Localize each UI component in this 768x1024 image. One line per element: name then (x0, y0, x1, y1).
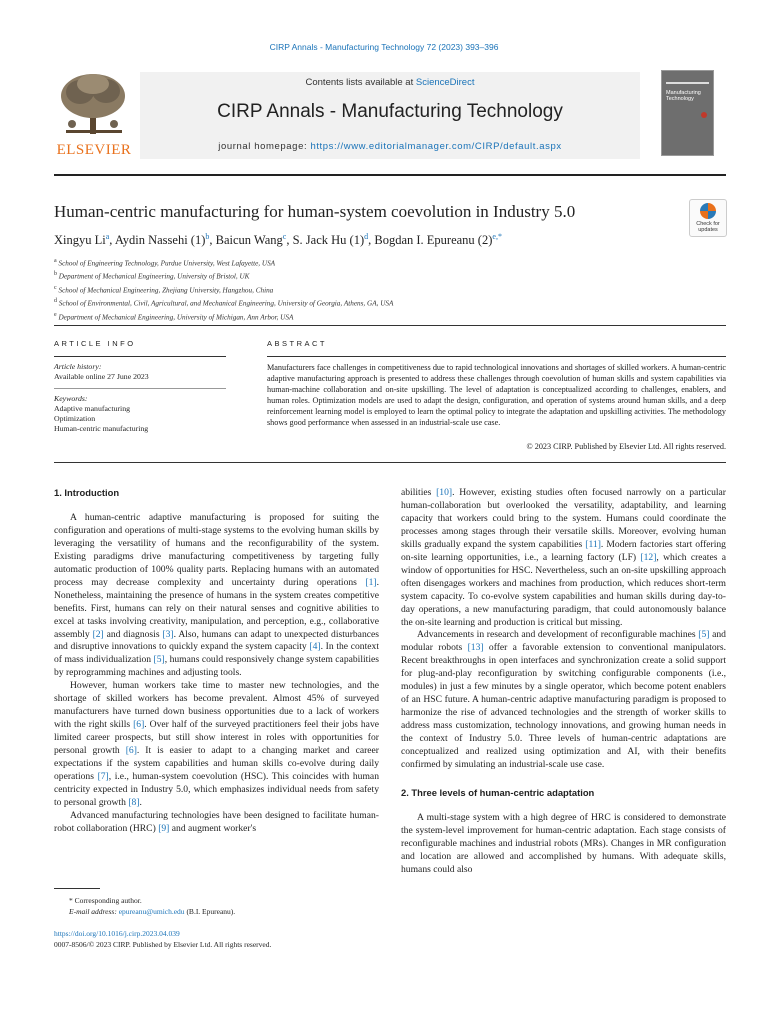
email-note: E-mail address: epureanu@umich.edu (B.I. Epureanu). (69, 907, 236, 916)
check-for-updates-badge[interactable]: Check for updates (689, 199, 727, 237)
abstract-rule (267, 356, 726, 357)
citation-reference-link[interactable]: [6] (133, 719, 145, 731)
citation-reference-link[interactable]: [6] (125, 745, 137, 757)
section-heading-three-levels: 2. Three levels of human-centric adaptation (401, 786, 595, 798)
sciencedirect-link[interactable]: ScienceDirect (415, 77, 475, 88)
elsevier-tree-icon (56, 72, 132, 140)
journal-masthead (140, 72, 640, 159)
body-left-column (54, 487, 379, 836)
footnotes (54, 895, 384, 917)
abstract-heading: ABSTRACT (267, 339, 328, 348)
citation-reference-link[interactable]: [8] (128, 796, 140, 808)
citation-reference-link[interactable]: [5] (153, 654, 165, 666)
affiliation-list (54, 256, 704, 323)
citation-reference-link[interactable]: [10] (436, 487, 453, 498)
article-title: Human-centric manufacturing for human-system coevolution in Industry 5.0 (54, 202, 576, 221)
abstract-bottom-rule (54, 462, 726, 463)
citation-reference-link[interactable]: [11] (585, 538, 601, 550)
section-heading-introduction: 1. Introduction (54, 487, 120, 498)
elsevier-logo[interactable] (54, 72, 134, 158)
contents-line: Contents lists available at ScienceDirect (305, 77, 475, 88)
citation-reference-link[interactable]: [2] (92, 628, 104, 640)
body-paragraph: A human-centric adaptive manufacturing is proposed for suiting the configuration and operations of multi-stage systems to the evolving human skills by leveraging the versatility of humans and the reconfigurability of the system. Existing paradigms drive manufacturing competitiveness by targeting fully automatic production of 100% quality parts. Replacing humans with an automated process may decrease complexity and uncertainty during operations [1]. Nonetheless, maintaining the presence of humans in the system creates competitive benefits. First, humans can rely on their natural senses and cognitive abilities to excel at tasks involving creativity, manipulation, and perception, e.g., collaborative assembly [2] and diagnosis [3]. Also, humans can adapt to unexpected disturbances and disruptive innovations to quickly expand the system capacity [4]. In the context of mass individualization [5], humans could responsively change system capabilities by reprogramming machines and adjusting tools. (54, 511, 379, 679)
journal-header (54, 72, 714, 158)
citation-reference-link[interactable]: [13] (467, 642, 484, 654)
article-history: Article history: Available online 27 June 2023 (54, 362, 149, 381)
journal-title: CIRP Annals - Manufacturing Technology (217, 101, 563, 122)
affiliation: $^b$ Department of Mechanical Engineering, University of Bristol, UK (54, 271, 250, 281)
header-divider (54, 174, 726, 176)
affiliation: $^c$ School of Mechanical Engineering, Zhejiang University, Hangzhou, China (54, 284, 274, 295)
affiliations-divider (54, 325, 726, 326)
article-info-separator (54, 388, 226, 389)
body-paragraph: However, human workers take time to master new technologies, and the shortage of skilled workers has become prevalent. Almost 45% of surveyed manufacturers have turned down business opportunities due to a lack of workers with the right skills [6]. Over half of the surveyed practitioners feel their jobs have limited career prospects, but still show interest in roles with opportunities for personal growth [6]. It is easier to adapt to a changing market and career expectations if the system capabilities and human skills co-evolve during daily operations [7], i.e., human-system coevolution (HSC). This coincides with human centricity expected in Industry 5.0, which emphasizes individual needs from safety to personal growth [8]. (54, 680, 379, 808)
journal-homepage: journal homepage: https://www.editorialmanager.com/CIRP/default.aspx (218, 141, 562, 152)
author[interactable]: S. Jack Hu $(1)^d$ (292, 232, 369, 248)
keyword: Adaptive manufacturing (54, 404, 130, 413)
keywords: Keywords: Adaptive manufacturing Optimization Human-centric manufacturing (54, 394, 224, 434)
email-link[interactable]: epureanu@umich.edu (118, 907, 185, 916)
affiliation: $^e$ Department of Mechanical Engineering, University of Michigan, Ann Arbor, USA (54, 311, 294, 321)
body-paragraph: A multi-stage system with a high degree of HRC is considered to demonstrate the system-level improvement for human-centric adaptation. Each stage consists of reconfigurable machines and industrial robots (MRs). Changes in MR configuration and location are allowed and accomplished by humans. With adequate skills, humans could also (401, 811, 726, 875)
keyword: Optimization (54, 414, 96, 423)
corresponding-author-note: * Corresponding author. (69, 896, 142, 905)
author[interactable]: Baicun Wang$^c$ (215, 232, 287, 248)
author[interactable]: Xingyu Li$^a$ (54, 232, 110, 248)
citation-reference-link[interactable]: [3] (162, 628, 174, 640)
abstract-copyright: © 2023 CIRP. Published by Elsevier Ltd. All rights reserved. (526, 442, 726, 451)
citation-reference-link[interactable]: [7] (97, 771, 109, 783)
affiliation: $^a$ School of Engineering Technology, Purdue University, West Lafayette, USA (54, 258, 276, 268)
journal-citation[interactable]: CIRP Annals - Manufacturing Technology 72 (2023) 393–396 (269, 42, 499, 52)
body-paragraph: abilities [10]. However, existing studies often focused narrowly on a particular human-collaboration but overlooked the versatility, adaptability, and learning capacity that workers could bring to the system. Humans could coordinate the processes among stages through their versatile skills. Moreover, evolving human skills gradually expand the system capabilities [11]. Modern factories start offering on-site learning opportunities, i.e., a learning factory (LF) [12], which creates a window of opportunities for HSC. Nevertheless, such an on-site upskilling approach often disengages workers and machines from production, which reduces short-term system capacity. To co-evolve system capabilities and human skills during day-to-day operations, a new manufacturing paradigm, that could autonomously balance the on-site learning and production is critical but missing. (401, 487, 726, 628)
body-paragraph: Advanced manufacturing technologies have been designed to facilitate human-robot collaboration (HRC) [9] and augment worker's (54, 809, 379, 834)
homepage-link[interactable]: https://www.editorialmanager.com/CIRP/default.aspx (310, 141, 562, 152)
author-list: Xingyu Li$^a$, Aydin Nassehi $(1)^b$, Baicun Wang$^c$, S. Jack Hu $(1)^d$, Bogdan I. Epureanu $(2)^{e,*}$ (54, 232, 502, 248)
doi-link[interactable]: https://doi.org/10.1016/j.cirp.2023.04.039 (54, 929, 180, 938)
author[interactable]: Bogdan I. Epureanu $(2)^{e,*}$ (374, 232, 502, 248)
citation-reference-link[interactable]: [9] (158, 822, 170, 834)
keyword: Human-centric manufacturing (54, 424, 149, 433)
journal-cover-thumbnail[interactable]: Manufacturing Technology (661, 70, 714, 156)
affiliation: $^d$ School of Environmental, Civil, Agricultural, and Mechanical Engineering, University of Georgia, Athens, GA, USA (54, 298, 394, 308)
publisher-wordmark: ELSEVIER (56, 142, 132, 158)
doi-block (54, 928, 384, 950)
footnote-rule (54, 888, 100, 889)
citation-reference-link[interactable]: [12] (640, 551, 657, 563)
citation-reference-link[interactable]: [5] (698, 629, 710, 641)
citation-reference-link[interactable]: [4] (309, 641, 321, 653)
body-right-column (401, 487, 726, 877)
issn-line: 0007-8506/© 2023 CIRP. Published by Elsevier Ltd. All rights reserved. (54, 940, 272, 949)
body-paragraph: Advancements in research and development of reconfigurable machines [5] and modular robots [13] offer a favorable extension to conventional manipulators. Recent breakthroughs in open interfaces and synchronization create a solid support for plug-and-play reconfiguration by switching configurable components (i.e., modules) in just a few minutes by a single operator, which become potent enablers of an HSC future. A human-centric adaptive manufacturing paradigm is proposed to harmonize the rise of advanced technologies and the strength of worker skills to address mass customization, technology innovations, and growing human needs in the context of Industry 5.0. Three levels of human-centric adaptations are conceptualized and realized using optimization and AI, with their benefits confirmed by simulating an industrial-scale use case. (401, 629, 726, 771)
check-updates-icon (700, 203, 716, 219)
abstract-text: Manufacturers face challenges in competitiveness due to rapid technological innovations and shortages of skilled workers. A human-centric adaptive manufacturing approach is presented to address these challenges through coevolution of human skills and system capabilities via human-machine collaboration and on-site upskilling. The level of adaptation is conceptualized according to challenges, enablers, and human roles. Optimization models are used to adapt the design, configuration, and operation of systems around human skills, and a deep reinforcement learning model is employed to learn the optimal policy to integrate the adaptation and upskilling activities. The methodology shows good performance when assessed in an industrial-scale use case. (267, 363, 726, 428)
author[interactable]: Aydin Nassehi $(1)^b$ (114, 232, 210, 248)
article-info-heading: ARTICLE INFO (54, 339, 136, 348)
citation-reference-link[interactable]: [1] (365, 576, 377, 588)
article-info-rule (54, 356, 226, 357)
